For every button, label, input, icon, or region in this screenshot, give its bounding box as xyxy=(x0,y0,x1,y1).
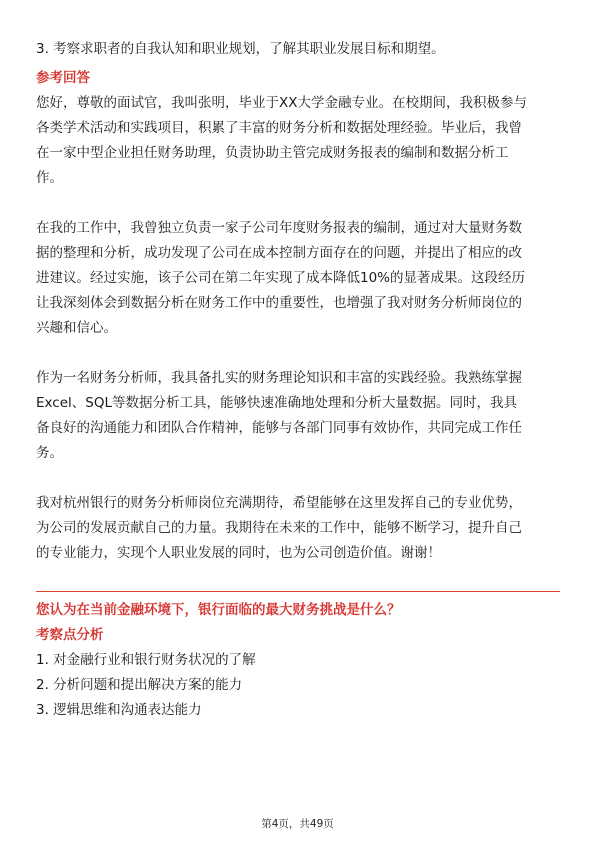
text-line: 为公司的发展贡献自己的力量。我期待在未来的工作中，能够不断学习，提升自己 xyxy=(36,520,522,536)
answer-paragraph-4 xyxy=(36,491,560,566)
analysis-item: 2. 分析问题和提出解决方案的能力 xyxy=(36,677,243,693)
intro-item: 3. 考察求职者的自我认知和职业规划，了解其职业发展目标和期望。 xyxy=(36,41,445,57)
answer-label: 参考回答 xyxy=(36,70,90,86)
text-line: 让我深刻体会到数据分析在财务工作中的重要性，也增强了我对财务分析师岗位的 xyxy=(36,295,522,311)
text-line: 您好，尊敬的面试官，我叫张明，毕业于XX大学金融专业。在校期间，我积极参与 xyxy=(36,95,527,111)
text-line: 在我的工作中，我曾独立负责一家子公司年度财务报表的编制，通过对大量财务数 xyxy=(36,220,522,236)
analysis-label: 考察点分析 xyxy=(36,627,104,643)
text-line: 作为一名财务分析师，我具备扎实的财务理论知识和丰富的实践经验。我熟练掌握 xyxy=(36,370,522,386)
text-line: 兴趣和信心。 xyxy=(36,320,117,336)
text-line: 各类学术活动和实践项目，积累了丰富的财务分析和数据处理经验。毕业后，我曾 xyxy=(36,120,522,136)
answer-paragraph-1 xyxy=(36,91,560,191)
analysis-item: 3. 逻辑思维和沟通表达能力 xyxy=(36,702,202,718)
page-number-footer: 第4页，共49页 xyxy=(261,818,334,830)
text-line: 我对杭州银行的财务分析师岗位充满期待，希望能够在这里发挥自己的专业优势， xyxy=(36,495,522,511)
text-line: 务。 xyxy=(36,445,63,461)
analysis-item: 1. 对金融行业和银行财务状况的了解 xyxy=(36,652,256,668)
section-divider xyxy=(36,591,560,592)
text-line: 作。 xyxy=(36,170,63,186)
text-line: 进建议。经过实施，该子公司在第二年实现了成本降低10%的显著成果。这段经历 xyxy=(36,270,526,286)
text-line: 备良好的沟通能力和团队合作精神，能够与各部门同事有效协作，共同完成工作任 xyxy=(36,420,522,436)
answer-paragraph-2 xyxy=(36,216,560,341)
text-line: 据的整理和分析，成功发现了公司在成本控制方面存在的问题，并提出了相应的改 xyxy=(36,245,522,261)
text-line: 的专业能力，实现个人职业发展的同时，也为公司创造价值。谢谢！ xyxy=(36,545,441,561)
text-line: 在一家中型企业担任财务助理，负责协助主管完成财务报表的编制和数据分析工 xyxy=(36,145,509,161)
page-content xyxy=(36,37,560,723)
answer-paragraph-3 xyxy=(36,366,560,466)
text-line: Excel、SQL等数据分析工具，能够快速准确地处理和分析大量数据。同时，我具 xyxy=(36,395,517,411)
question-heading: 您认为在当前金融环境下，银行面临的最大财务挑战是什么？ xyxy=(36,602,401,618)
